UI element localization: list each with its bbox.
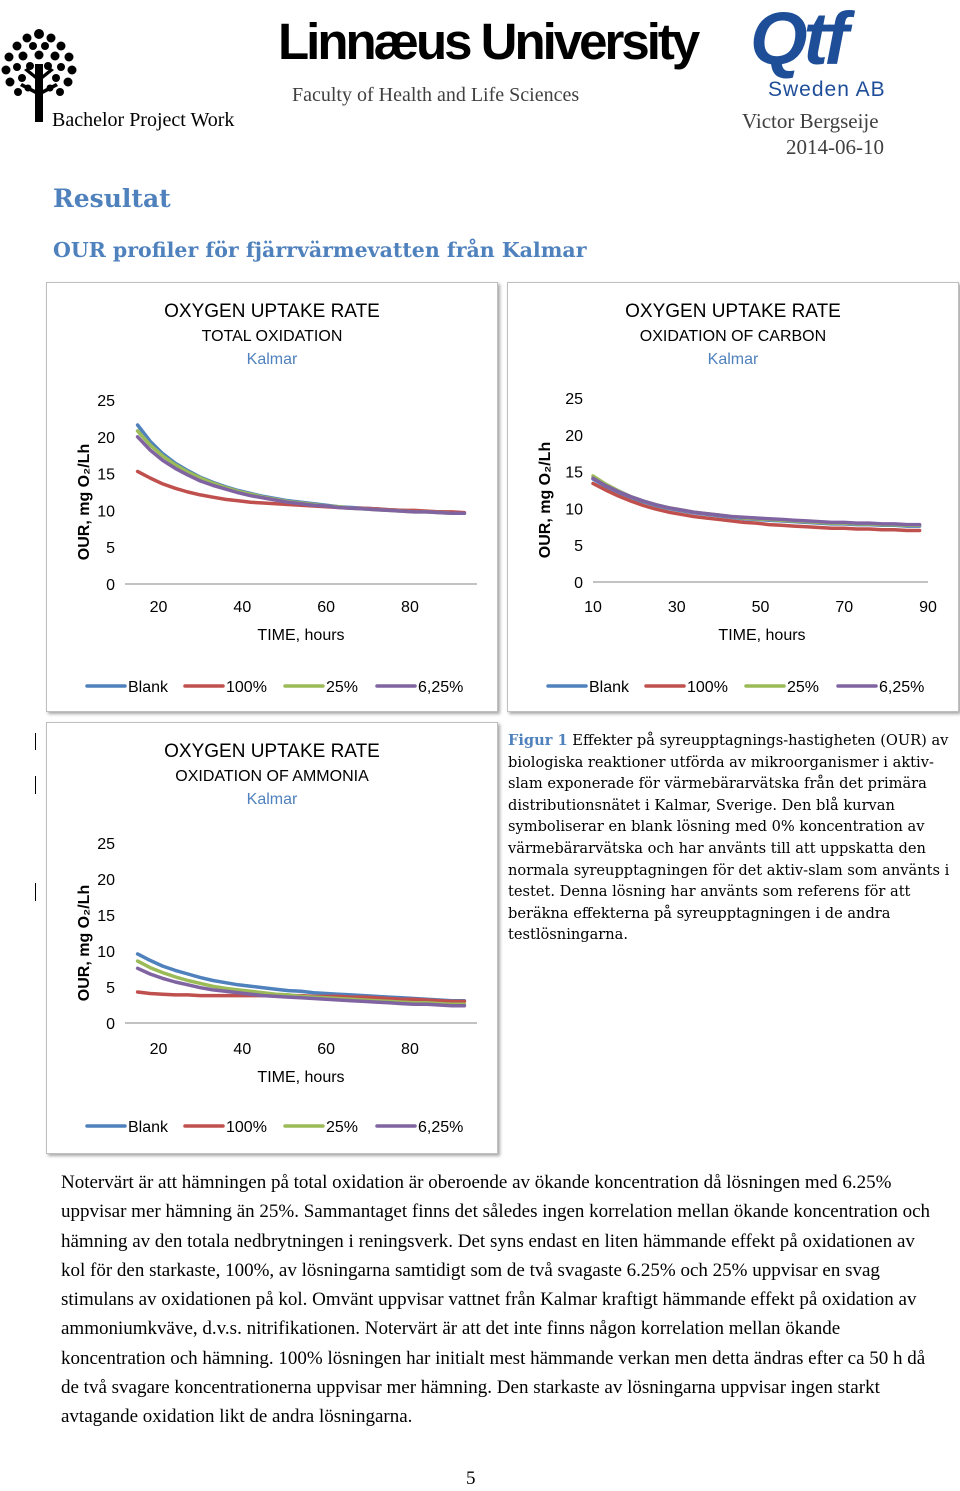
legend-label: 6,25% (418, 679, 464, 696)
body-paragraph-text: Notervärt är att hämningen på total oxidation är oberoende av ökande koncentration då lösningen med 6.25% uppvisar mer hämning än 25%. Sammantaget finns det således ingen korrelation mellan ökande koncentration och hämning av den totala nedbrytningen i reningsverk. Det syns endast en liten hämmande effekt på oxidationen av kol för den starkaste, 100%, av lösningarna samtidigt som de två svagaste 6.25% och 25% uppvisar en svag stimulans av oxidationen på kol. Omvänt uppvisar vattnet från Kalmar kraftigt hämmande effekt på oxidation av ammoniumkväve, d.v.s. nitrifikationen. Notervärt är att det inte finns någon korrelation mellan ökande koncentration och hämning. 100% lösningen har initialt mest hämmande verkan men detta ändras efter ca 50 h då de två svagare koncentrationerna uppvisar mer hämning. Den starkaste av lösningarna uppvisar ingen starkt avtagande oxidation likt de andra lösningarna. (61, 1172, 930, 1428)
chart-title: OXYGEN UPTAKE RATE (164, 301, 380, 322)
legend-label: 100% (226, 679, 267, 696)
page-number: 5 (466, 1468, 476, 1489)
legend-label: 100% (687, 679, 728, 696)
x-tick-label: 50 (751, 599, 770, 616)
chart-location-label: Kalmar (246, 791, 298, 808)
y-tick-label: 15 (97, 466, 115, 484)
faculty-name: Faculty of Health and Life Sciences (292, 84, 580, 106)
y-tick-label: 15 (565, 464, 583, 482)
body-paragraph (61, 1168, 941, 1432)
legend-label: 25% (787, 679, 820, 696)
y-tick-label: 25 (97, 836, 115, 853)
chart-subtitle: TOTAL OXIDATION (201, 328, 343, 345)
margin-bar (35, 883, 36, 901)
chart-svg-ammonia (47, 723, 497, 1153)
series-line-625 (593, 478, 920, 524)
qtf-logo-text: Qtf (750, 0, 845, 80)
legend-label: 25% (326, 1119, 359, 1136)
margin-bar (35, 776, 36, 794)
document-date: 2014-06-10 (786, 135, 884, 159)
series-line-100 (138, 471, 465, 512)
x-tick-label: 70 (835, 599, 854, 616)
legend-label: Blank (589, 679, 630, 696)
x-tick-label: 30 (667, 599, 686, 616)
y-tick-label: 0 (106, 577, 115, 594)
series-line-blank (138, 425, 465, 513)
university-name: Linnæus University (278, 13, 698, 70)
figure-caption-label: Figur 1 (508, 732, 568, 749)
y-tick-label: 5 (106, 980, 115, 997)
y-tick-label: 10 (97, 944, 115, 961)
chart-svg-total (47, 283, 497, 711)
qtf-logo-sub: Sweden AB (768, 78, 886, 101)
y-axis-label: OUR, mg O₂/Lh (76, 884, 93, 1002)
x-tick-label: 60 (317, 599, 336, 616)
y-tick-label: 0 (574, 575, 583, 592)
y-tick-label: 5 (106, 540, 115, 558)
y-tick-label: 10 (97, 503, 115, 521)
legend-label: Blank (128, 1119, 169, 1136)
project-label: Bachelor Project Work (52, 109, 235, 131)
subsection-title: OUR profiler för fjärrvärmevatten från Kalmar (53, 238, 587, 262)
y-axis-label: OUR, mg O₂/Lh (76, 443, 93, 561)
x-axis-label: TIME, hours (257, 627, 345, 644)
legend-label: 6,25% (879, 679, 925, 696)
x-tick-label: 80 (401, 1041, 419, 1058)
figure-caption-text: Effekter på syreupptagnings-hastigheten (OUR) av biologiska reaktioner utförda av mikroorganismer i aktiv-slam exponerade för värmebärarvätska från det primära distributionsnätet i Kalmar, Sverige. Den blå kurvan symboliserar en blank lösning med 0% koncentration av värmebärarvätska och har använts till att uppskatta den normala syreupptagningen för det aktiv-slam som använts i testet. Denna lösning har använts som referens för att beräkna effekterna på syreupptagningen i de andra testlösningarna. (508, 732, 950, 944)
y-axis-label: OUR, mg O₂/Lh (537, 441, 554, 559)
y-tick-label: 15 (97, 908, 115, 925)
y-tick-label: 25 (565, 391, 583, 408)
y-tick-label: 20 (565, 427, 583, 445)
legend-label: Blank (128, 679, 169, 696)
figure-caption (508, 730, 950, 946)
y-tick-label: 10 (565, 501, 583, 519)
y-tick-label: 20 (97, 429, 115, 447)
x-axis-label: TIME, hours (257, 1069, 345, 1086)
x-tick-label: 80 (401, 599, 419, 616)
chart-svg-carbon (508, 283, 958, 711)
chart-location-label: Kalmar (707, 351, 759, 368)
x-axis-label: TIME, hours (718, 627, 806, 644)
y-tick-label: 5 (574, 538, 583, 556)
x-tick-label: 90 (919, 599, 937, 616)
y-tick-label: 20 (97, 872, 115, 889)
chart-location-label: Kalmar (246, 351, 298, 368)
x-tick-label: 60 (317, 1041, 336, 1058)
chart-total-oxidation (46, 282, 498, 712)
section-title: Resultat (53, 184, 171, 213)
x-tick-label: 10 (584, 599, 602, 616)
chart-subtitle: OXIDATION OF CARBON (639, 328, 827, 345)
chart-title: OXYGEN UPTAKE RATE (164, 741, 380, 762)
chart-ammonia-oxidation (46, 722, 498, 1154)
y-tick-label: 0 (106, 1016, 115, 1033)
chart-title: OXYGEN UPTAKE RATE (625, 301, 841, 322)
x-tick-label: 20 (149, 599, 168, 616)
legend-label: 100% (226, 1119, 267, 1136)
qtf-logo (750, 2, 894, 102)
author-name: Victor Bergseije (742, 109, 879, 133)
margin-bar (35, 733, 36, 750)
x-tick-label: 20 (149, 1041, 168, 1058)
x-tick-label: 40 (233, 1041, 252, 1058)
chart-subtitle: OXIDATION OF AMMONIA (175, 768, 369, 785)
chart-carbon-oxidation (507, 282, 959, 712)
x-tick-label: 40 (233, 599, 252, 616)
legend-label: 6,25% (418, 1119, 464, 1136)
y-tick-label: 25 (97, 393, 115, 410)
legend-label: 25% (326, 679, 359, 696)
